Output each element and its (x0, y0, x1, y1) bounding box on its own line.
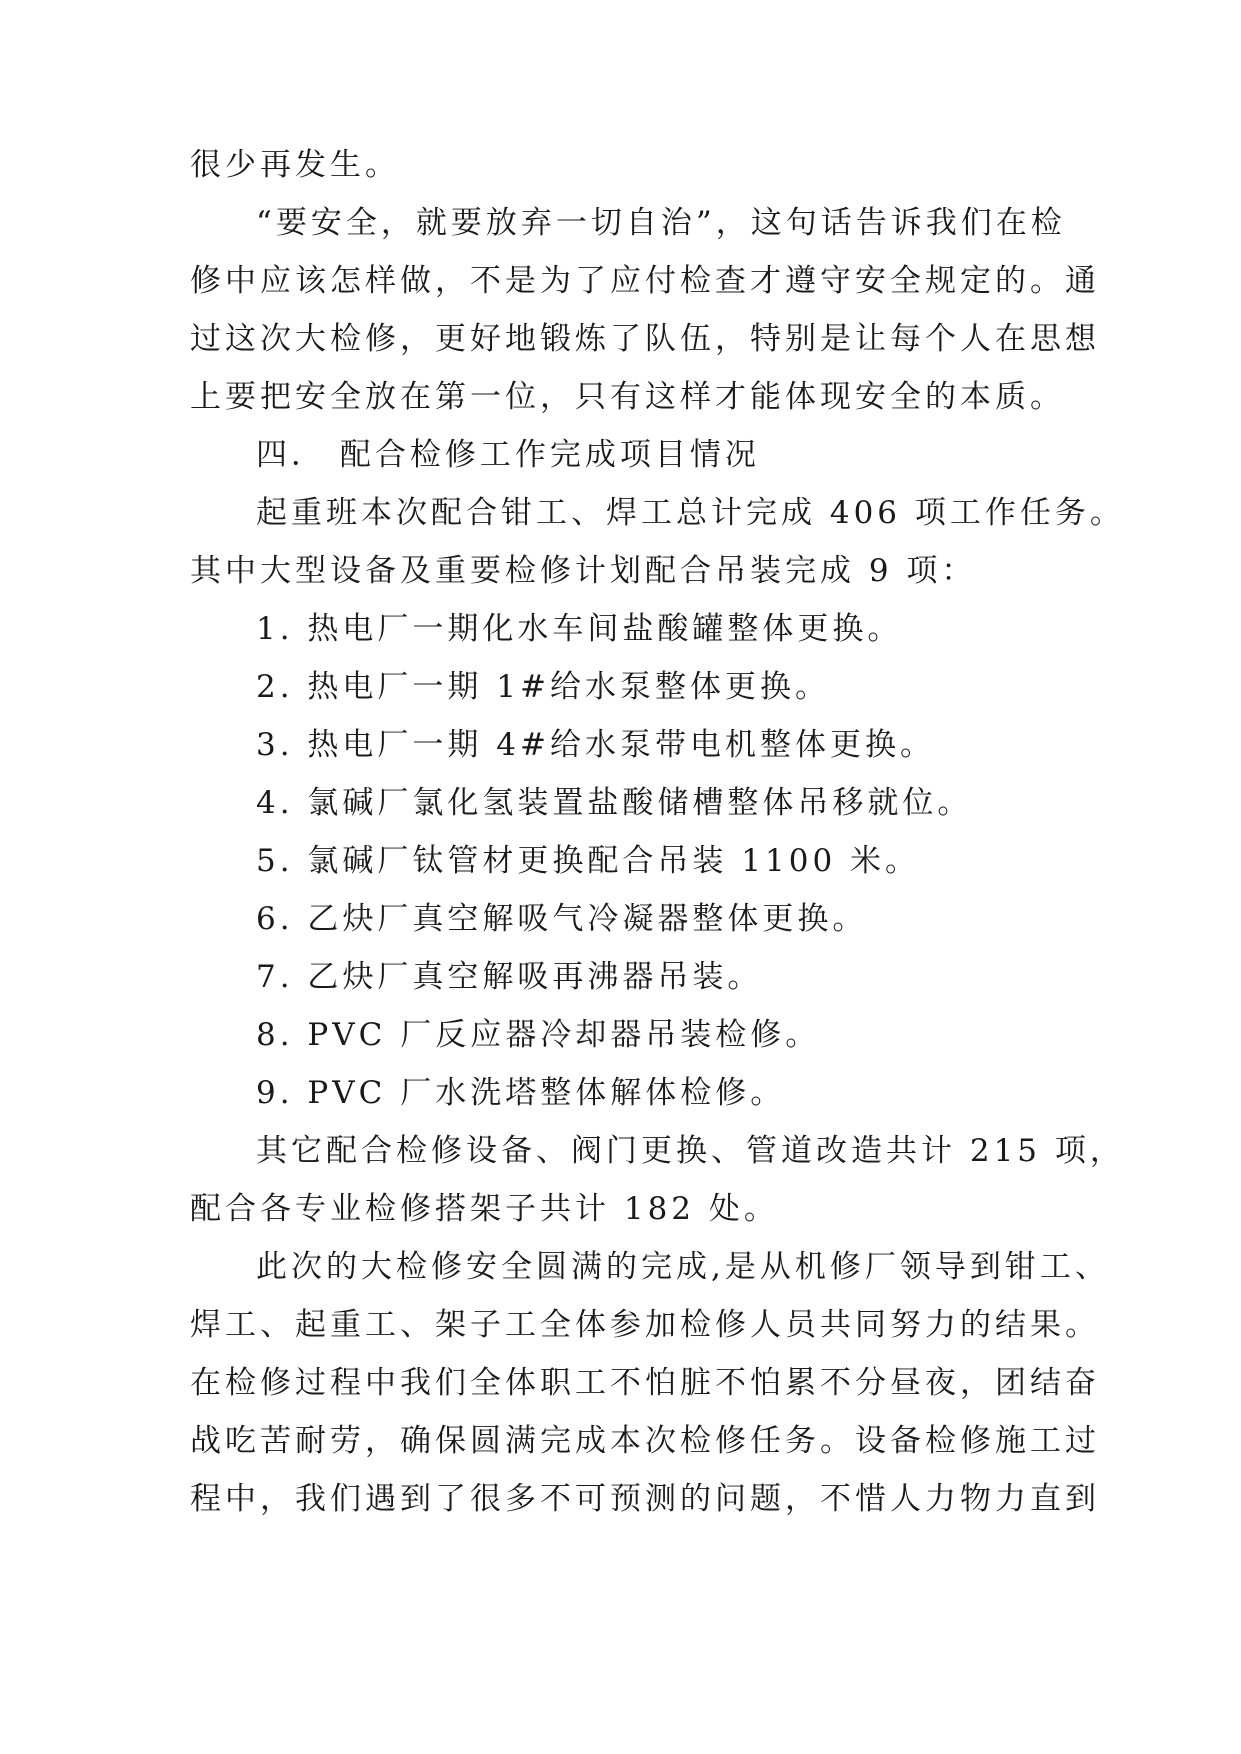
list-item: 6. 乙炔厂真空解吸气冷凝器整体更换。 (256, 901, 868, 937)
text-line: 起重班本次配合钳工、焊工总计完成 406 项工作任务。 (256, 495, 1125, 531)
text-line: 焊工、起重工、架子工全体参加检修人员共同努力的结果。 (190, 1307, 1100, 1343)
text-line: 上要把安全放在第一位，只有这样才能体现安全的本质。 (190, 379, 1065, 415)
text-line: 过这次大检修，更好地锻炼了队伍，特别是让每个人在思想 (190, 321, 1100, 357)
list-item: 7. 乙炔厂真空解吸再沸器吊装。 (256, 959, 763, 995)
text-line: 修中应该怎样做，不是为了应付检查才遵守安全规定的。通 (190, 263, 1100, 299)
list-item: 1. 热电厂一期化水车间盐酸罐整体更换。 (256, 611, 903, 647)
list-item: 2. 热电厂一期 1#给水泵整体更换。 (256, 669, 830, 705)
text-line: 此次的大检修安全圆满的完成,是从机修厂领导到钳工、 (256, 1249, 1110, 1285)
list-item: 9. PVC 厂水洗塔整体解体检修。 (256, 1075, 786, 1111)
text-line: 战吃苦耐劳，确保圆满完成本次检修任务。设备检修施工过 (190, 1423, 1100, 1459)
section-heading: 四． 配合检修工作完成项目情况 (256, 437, 760, 473)
text-line: 程中，我们遇到了很多不可预测的问题，不惜人力物力直到 (190, 1481, 1100, 1517)
text-line: 配合各专业检修搭架子共计 182 处。 (190, 1191, 779, 1227)
list-item: 3. 热电厂一期 4#给水泵带电机整体更换。 (256, 727, 935, 763)
text-line: 其中大型设备及重要检修计划配合吊装完成 9 项： (190, 553, 977, 589)
text-line: “要安全，就要放弃一切自治”，这句话告诉我们在检 (256, 205, 1066, 241)
text-line: 其它配合检修设备、阀门更换、管道改造共计 215 项， (256, 1133, 1125, 1169)
text-line: 很少再发生。 (190, 147, 400, 183)
text-line: 在检修过程中我们全体职工不怕脏不怕累不分昼夜，团结奋 (190, 1365, 1100, 1401)
list-item: 5. 氯碱厂钛管材更换配合吊装 1100 米。 (256, 843, 921, 879)
list-item: 4. 氯碱厂氯化氢装置盐酸储槽整体吊移就位。 (256, 785, 973, 821)
list-item: 8. PVC 厂反应器冷却器吊装检修。 (256, 1017, 821, 1053)
